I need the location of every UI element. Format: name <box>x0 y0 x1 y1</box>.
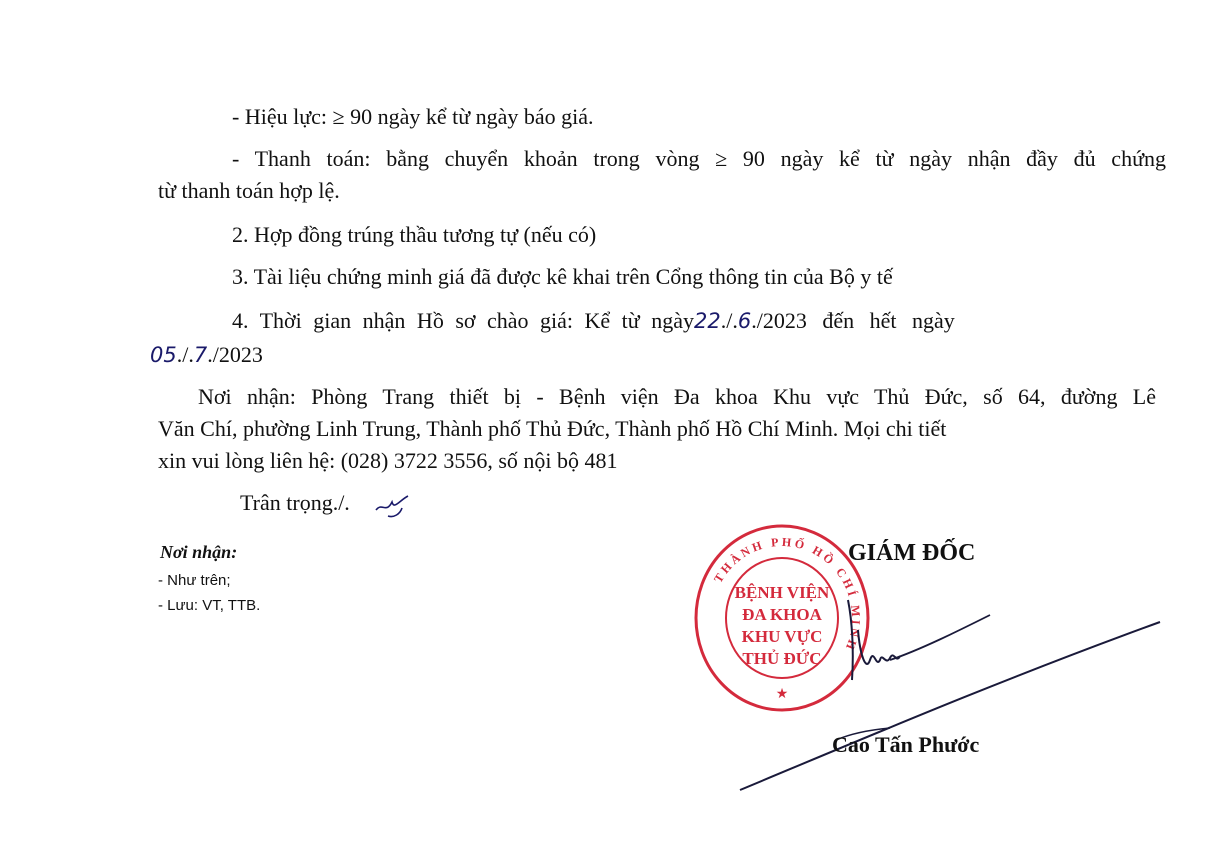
address-line-3: xin vui lòng liên hệ: (028) 3722 3556, số nội bộ 481 <box>158 448 618 473</box>
validity-line: - Hiệu lực: ≥ 90 ngày kể từ ngày báo giá. <box>232 104 594 129</box>
recipient-item: - Lưu: VT, TTB. <box>158 597 261 614</box>
stamp-line-4: THỦ ĐỨC <box>742 649 822 668</box>
handwritten-start-day: 22 <box>693 309 721 333</box>
svg-text:★: ★ <box>775 687 789 702</box>
item-4-line-2: 05./.7./2023 <box>150 342 263 367</box>
closing-line: Trân trọng./. <box>240 490 350 515</box>
item-4-prefix: 4. Thời gian nhận Hồ sơ chào giá: Kể từ ngày <box>232 308 694 333</box>
item-4-line-1: 4. Thời gian nhận Hồ sơ chào giá: Kể từ ngày22./.6./2023 đến hết ngày <box>232 308 955 333</box>
address-line-2: Văn Chí, phường Linh Trung, Thành phố Thủ Đức, Thành phố Hồ Chí Minh. Mọi chi tiết <box>158 416 947 441</box>
signer-title: GIÁM ĐỐC <box>848 540 976 566</box>
handwritten-start-month: 6 <box>737 309 752 333</box>
initial-mark-icon <box>372 488 412 524</box>
handwritten-signature-icon <box>740 560 1170 800</box>
item-4-year-suffix: /2023 đến hết ngày <box>756 308 955 333</box>
stamp-line-3: KHU VỰC <box>741 627 823 646</box>
payment-line-1: - Thanh toán: bằng chuyển khoản trong vòng ≥ 90 ngày kể từ ngày nhận đầy đủ chứng <box>232 146 1166 171</box>
item-3: 3. Tài liệu chứng minh giá đã được kê khai trên Cổng thông tin của Bộ y tế <box>232 264 893 289</box>
address-line-1: Nơi nhận: Phòng Trang thiết bị - Bệnh viện Đa khoa Khu vực Thủ Đức, số 64, đường Lê <box>198 384 1156 409</box>
item-2: 2. Hợp đồng trúng thầu tương tự (nếu có) <box>232 222 597 247</box>
handwritten-end-month: 7 <box>193 343 208 367</box>
recipients-title: Nơi nhận: <box>160 542 238 562</box>
signer-name: Cao Tấn Phước <box>832 732 980 757</box>
recipient-item: - Như trên; <box>158 572 231 589</box>
handwritten-end-day: 05 <box>150 343 177 367</box>
payment-line-2: từ thanh toán hợp lệ. <box>158 178 340 203</box>
stamp-line-1: BỆNH VIỆN <box>734 583 830 602</box>
stamp-line-2: ĐA KHOA <box>742 605 822 624</box>
stamp-ring-text: THÀNH PHỐ HỒ CHÍ MINH <box>710 534 864 655</box>
item-4-end-year: /2023 <box>212 342 263 367</box>
